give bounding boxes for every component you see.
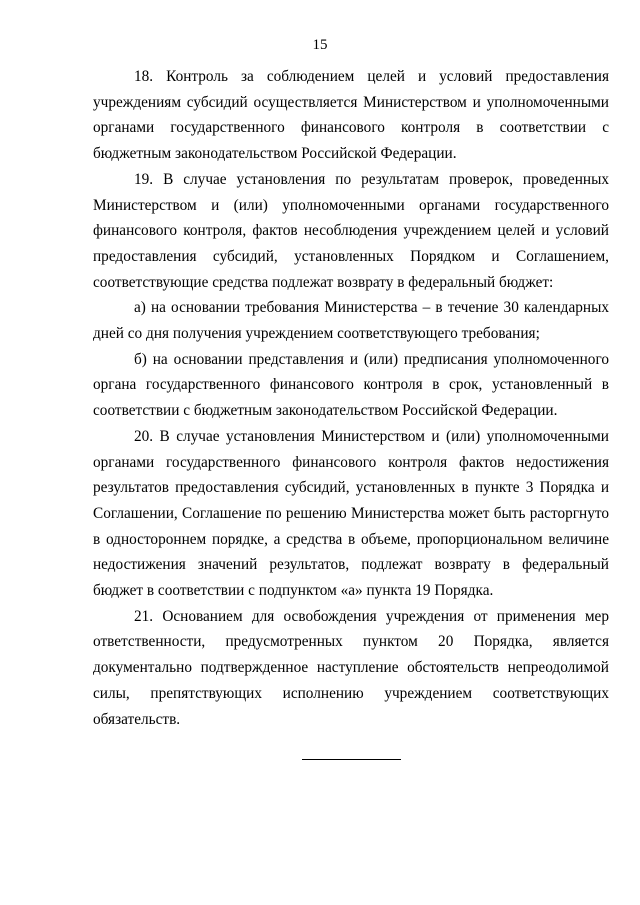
- paragraph-19-a: а) на основании требования Министерства – в течение 30 календарных дней со дня получения учреждением соответствующего требования;: [93, 299, 609, 343]
- page-number: 15: [312, 37, 328, 53]
- paragraph-21: 21. Основанием для освобождения учреждения от применения мер ответственности, предусмотренных пунктом 20 Порядка, является документально подтвержденное наступление обстоятельств непреодолимой силы, препятствующих исполнению учреждением соответствующих обязательств.: [93, 607, 609, 728]
- paragraph-19: 19. В случае установления по результатам проверок, проведенных Министерством и (или) уполномоченными органами государственного финансового контроля, фактов несоблюдения учреждением целей и условий предоставления субсидий, установленных Порядком и Соглашением, соответствующие средства подлежат возврату в федеральный бюджет:: [93, 170, 609, 291]
- paragraph-18: 18. Контроль за соблюдением целей и условий предоставления учреждениям субсидий осуществляется Министерством и уполномоченными органами государственного финансового контроля в соответствии с бюджетным законодательством Российской Федерации.: [93, 68, 609, 163]
- paragraph-20: 20. В случае установления Министерством и (или) уполномоченными органами государственного финансового контроля фактов недостижения результатов предоставления субсидий, установленных в пункте 3 Порядка и Соглашении, Соглашение по решению Министерства может быть расторгнуто в одностороннем порядке, а средства в объеме, пропорциональном величине недостижения значений результатов, подлежат возврату в федеральный бюджет в соответствии с подпунктом «а» пункта 19 Порядка.: [93, 427, 609, 600]
- document-body: [93, 64, 609, 732]
- paragraph-19-b: б) на основании представления и (или) предписания уполномоченного органа государственного финансового контроля в срок, установленный в соответствии с бюджетным законодательством Российской Федерации.: [93, 350, 609, 420]
- end-separator-line: [302, 759, 401, 760]
